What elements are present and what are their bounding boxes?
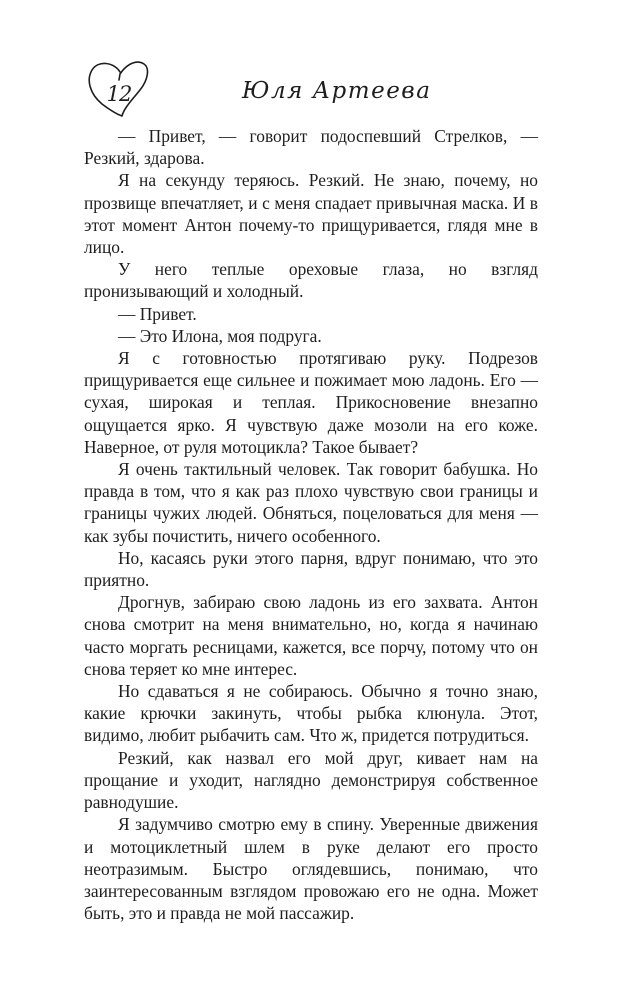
paragraph: — Это Илона, моя подруга. xyxy=(118,325,322,346)
body-text xyxy=(84,125,538,924)
paragraph: Но сдаваться я не собираюсь. Обычно я точно знаю, какие крючки закинуть, чтобы рыбка клюнула. Этот, видимо, любит рыбачить сам. Что ж, придется потрудиться. xyxy=(84,681,538,746)
paragraph: У него теплые ореховые глаза, но взгляд пронизывающий и холодный. xyxy=(84,259,538,302)
paragraph: Я с готовностью протягиваю руку. Подрезов прищуривается еще сильнее и пожимает мою ладонь. Его — сухая, широкая и теплая. Прикосновение внезапно ощущается ярко. Я чувствую даже мозоли на его коже. Наверное, от руля мотоцикла? Такое бывает? xyxy=(84,348,538,457)
paragraph: Я на секунду теряюсь. Резкий. Не знаю, почему, но прозвище впечатляет, и с меня спадает привычная маска. И в этот момент Антон почему-то прищуривается, глядя мне в лицо. xyxy=(84,170,538,258)
paragraph: Дрогнув, забираю свою ладонь из его захвата. Антон снова смотрит на меня внимательно, но, когда я начинаю часто моргать ресницами, кажется, все порчу, потому что он снова теряет ко мне интерес. xyxy=(84,592,538,679)
author-name: Юля Артеева xyxy=(242,78,432,104)
running-header xyxy=(84,58,544,118)
paragraph: — Привет, — говорит подоспевший Стрелков, — Резкий, здарова. xyxy=(84,126,538,169)
paragraph: Я задумчиво смотрю ему в спину. Уверенные движения и мотоциклетный шлем в руке делают его просто неотразимым. Быстро оглядевшись, понимаю, что заинтересованным взглядом провожаю его не одна. Может быть, это и правда не мой пассажир. xyxy=(84,814,538,924)
paragraph: — Привет. xyxy=(118,303,197,324)
paragraph: Но, касаясь руки этого парня, вдруг понимаю, что это приятно. xyxy=(84,547,538,591)
paragraph: Я очень тактильный человек. Так говорит бабушка. Но правда в том, что я как раз плохо чувствую свои границы и границы чужих людей. Обняться, поцеловаться для меня — как зубы почистить, ничего особенного. xyxy=(84,459,538,546)
page-number: 12 xyxy=(106,82,132,106)
paragraph: Резкий, как назвал его мой друг, кивает нам на прощание и уходит, наглядно демонстрируя собственное равнодушие. xyxy=(84,747,538,813)
